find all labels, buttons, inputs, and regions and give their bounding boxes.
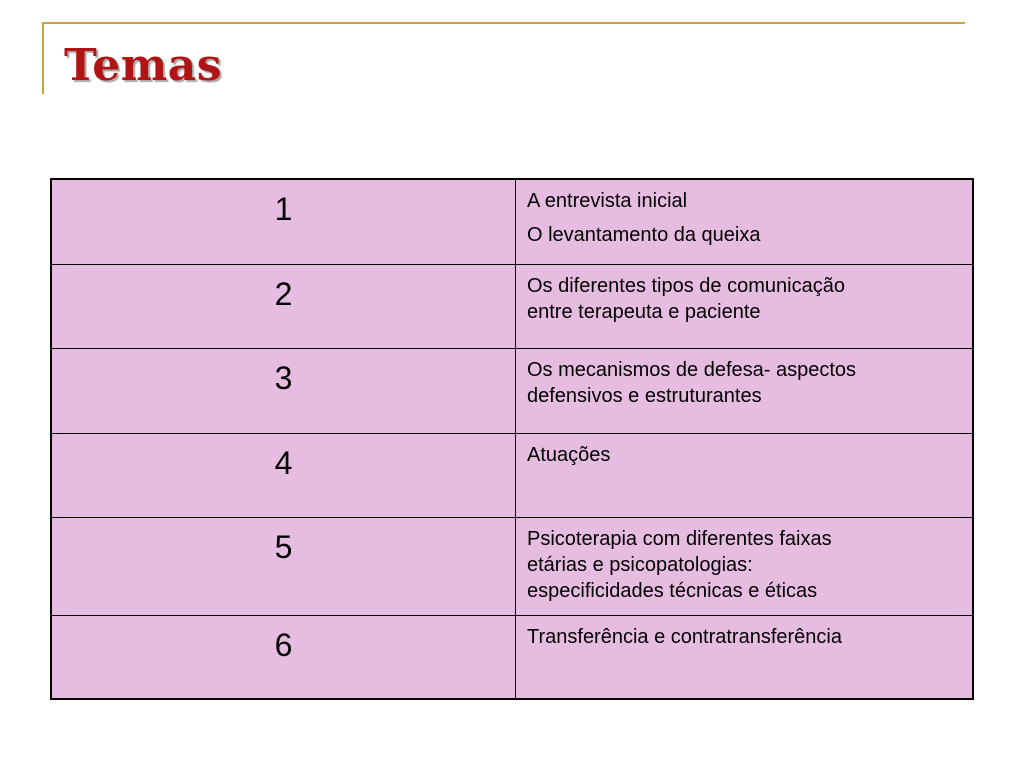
topic-number: 4 xyxy=(51,433,516,517)
table-row xyxy=(51,348,973,433)
topic-number: 3 xyxy=(51,348,516,433)
topic-number: 2 xyxy=(51,264,516,348)
topic-cell xyxy=(516,348,974,433)
table-row xyxy=(51,433,973,517)
topic-cell xyxy=(516,264,974,348)
topic-number: 5 xyxy=(51,517,516,615)
topics-table xyxy=(50,178,974,700)
topic-number: 1 xyxy=(51,179,516,264)
topic-cell xyxy=(516,179,974,264)
table-row xyxy=(51,615,973,699)
slide-title: Temas xyxy=(64,40,223,91)
topic-line: etárias e psicopatologias: xyxy=(527,553,753,576)
table-row xyxy=(51,264,973,348)
table-row xyxy=(51,179,973,264)
topic-line: especificidades técnicas e éticas xyxy=(527,579,818,602)
topic-cell xyxy=(516,517,974,615)
topic-number: 6 xyxy=(51,615,516,699)
frame-left-line xyxy=(42,22,44,94)
topic-line: Transferência e contratransferência xyxy=(527,625,842,648)
table-row xyxy=(51,517,973,615)
topic-cell xyxy=(516,615,974,699)
frame-top-line xyxy=(42,22,965,24)
topic-line: Atuações xyxy=(527,443,611,466)
topic-line: entre terapeuta e paciente xyxy=(527,300,761,323)
topic-line: Os diferentes tipos de comunicação xyxy=(527,274,845,297)
topic-line: Psicoterapia com diferentes faixas xyxy=(527,527,832,550)
topic-line: A entrevista inicial xyxy=(527,190,688,212)
topic-line: Os mecanismos de defesa- aspectos xyxy=(527,358,857,381)
topic-line: O levantamento da queixa xyxy=(527,224,761,246)
topic-cell xyxy=(516,433,974,517)
topic-line: defensivos e estruturantes xyxy=(527,384,762,407)
